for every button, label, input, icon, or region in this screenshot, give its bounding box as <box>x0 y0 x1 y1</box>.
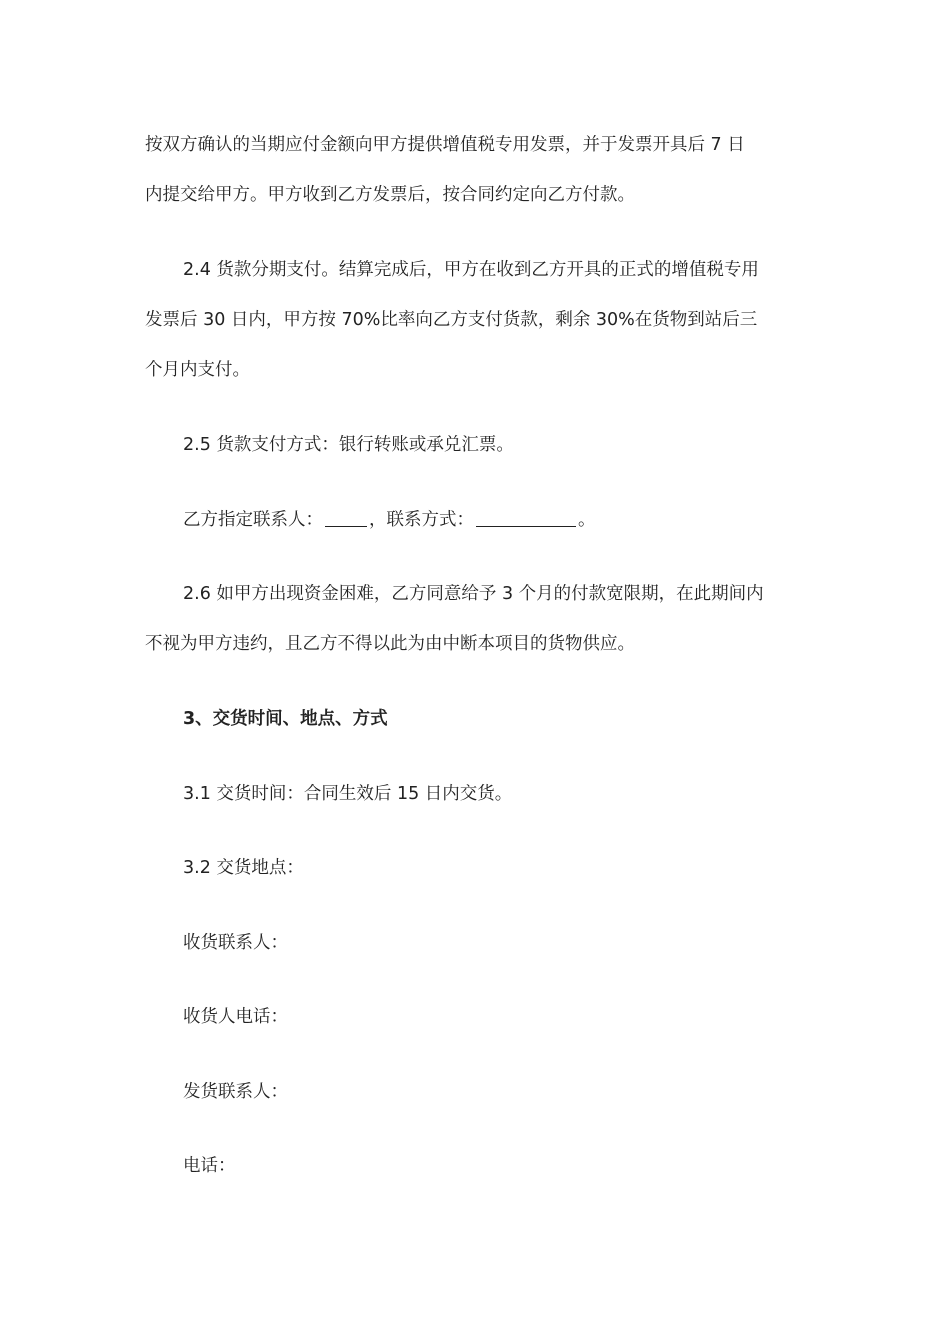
contact-method-label: ，联系方式： <box>369 510 474 530</box>
clause-3-2: 3.2 交货地点： <box>183 858 304 878</box>
clause-2-6-line-1: 2.6 如甲方出现资金困难，乙方同意给予 3 个月的付款宽限期，在此期间内 <box>183 584 764 604</box>
line-end-period: 。 <box>578 510 596 530</box>
clause-2-4-line-1: 2.4 货款分期支付。结算完成后，甲方在收到乙方开具的正式的增值税专用 <box>183 260 759 280</box>
receiver-phone-label: 收货人电话： <box>183 1007 288 1027</box>
paragraph-invoice-line-2: 内提交给甲方。甲方收到乙方发票后，按合同约定向乙方付款。 <box>145 185 635 205</box>
clause-2-4-line-2: 发票后 30 日内，甲方按 70%比率向乙方支付货款，剩余 30%在货物到站后三 <box>145 310 758 330</box>
phone-label: 电话： <box>183 1156 236 1176</box>
contact-name-blank <box>325 508 367 527</box>
receiver-contact-label: 收货联系人： <box>183 933 288 953</box>
designated-contact-label: 乙方指定联系人： <box>183 510 323 530</box>
contact-method-blank <box>476 508 576 527</box>
clause-2-4-line-3: 个月内支付。 <box>145 360 250 380</box>
paragraph-invoice-line-1: 按双方确认的当期应付金额向甲方提供增值税专用发票，并于发票开具后 7 日 <box>145 135 745 155</box>
clause-2-6-line-2: 不视为甲方违约，且乙方不得以此为由中断本项目的货物供应。 <box>145 634 635 654</box>
clause-2-5: 2.5 货款支付方式：银行转账或承兑汇票。 <box>183 435 514 455</box>
designated-contact-line <box>183 508 596 532</box>
section-3-heading: 3、交货时间、地点、方式 <box>183 709 388 729</box>
clause-3-1: 3.1 交货时间：合同生效后 15 日内交货。 <box>183 784 513 804</box>
sender-contact-label: 发货联系人： <box>183 1082 288 1102</box>
